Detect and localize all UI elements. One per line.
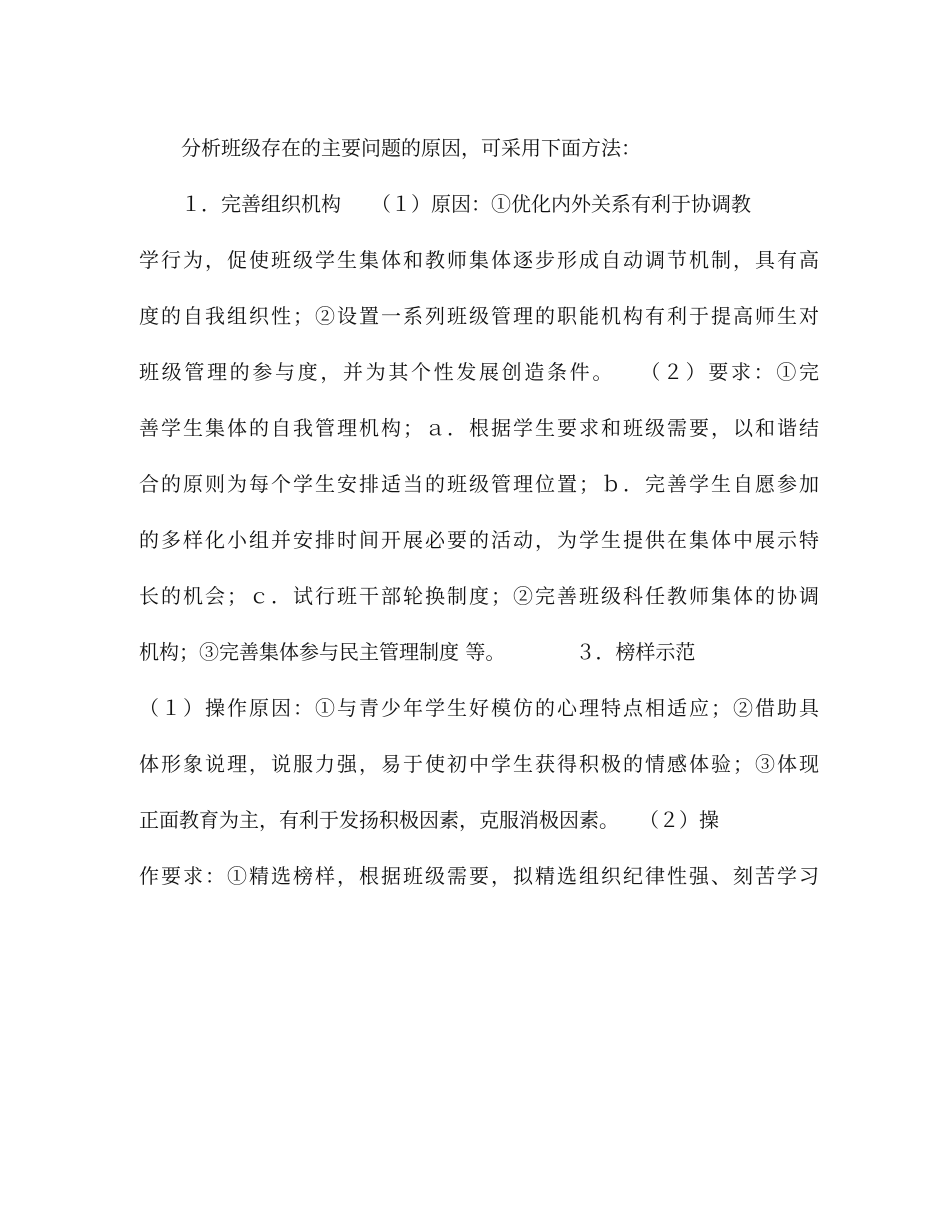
paragraph-line-9: 长的机会；ｃ．试行班干部轮换制度；②完善班级科任教师集体的协调 bbox=[139, 584, 819, 608]
paragraph-line-13: 正面教育为主，有利于发扬积极因素，克服消极因素。 （２）操 bbox=[139, 808, 719, 832]
document-body bbox=[139, 120, 819, 904]
paragraph-line-3: 学行为，促使班级学生集体和教师集体逐步形成自动调节机制，具有高 bbox=[139, 248, 819, 272]
paragraph-line-12: 体形象说理，说服力强，易于使初中学生获得积极的情感体验；③体现 bbox=[139, 752, 819, 776]
paragraph-line-5: 班级管理的参与度，并为其个性发展创造条件。 （２）要求：①完 bbox=[139, 360, 819, 384]
paragraph-line-2: １．完善组织机构 （１）原因：①优化内外关系有利于协调教 bbox=[181, 192, 751, 216]
paragraph-line-8: 的多样化小组并安排时间开展必要的活动，为学生提供在集体中展示特 bbox=[139, 528, 819, 552]
paragraph-line-7: 合的原则为每个学生安排适当的班级管理位置；ｂ．完善学生自愿参加 bbox=[139, 472, 819, 496]
paragraph-line-11: （１）操作原因：①与青少年学生好模仿的心理特点相适应；②借助具 bbox=[139, 696, 819, 720]
paragraph-line-6: 善学生集体的自我管理机构；ａ．根据学生要求和班级需要，以和谐结 bbox=[139, 416, 819, 440]
paragraph-line-1: 分析班级存在的主要问题的原因，可采用下面方法： bbox=[181, 136, 641, 160]
paragraph-line-10: 机构；③完善集体参与民主管理制度 等。 ３．榜样示范 bbox=[139, 640, 696, 664]
paragraph-line-4: 度的自我组织性；②设置一系列班级管理的职能机构有利于提高师生对 bbox=[139, 304, 819, 328]
paragraph-line-14: 作要求：①精选榜样，根据班级需要，拟精选组织纪律性强、刻苦学习 bbox=[139, 864, 819, 888]
